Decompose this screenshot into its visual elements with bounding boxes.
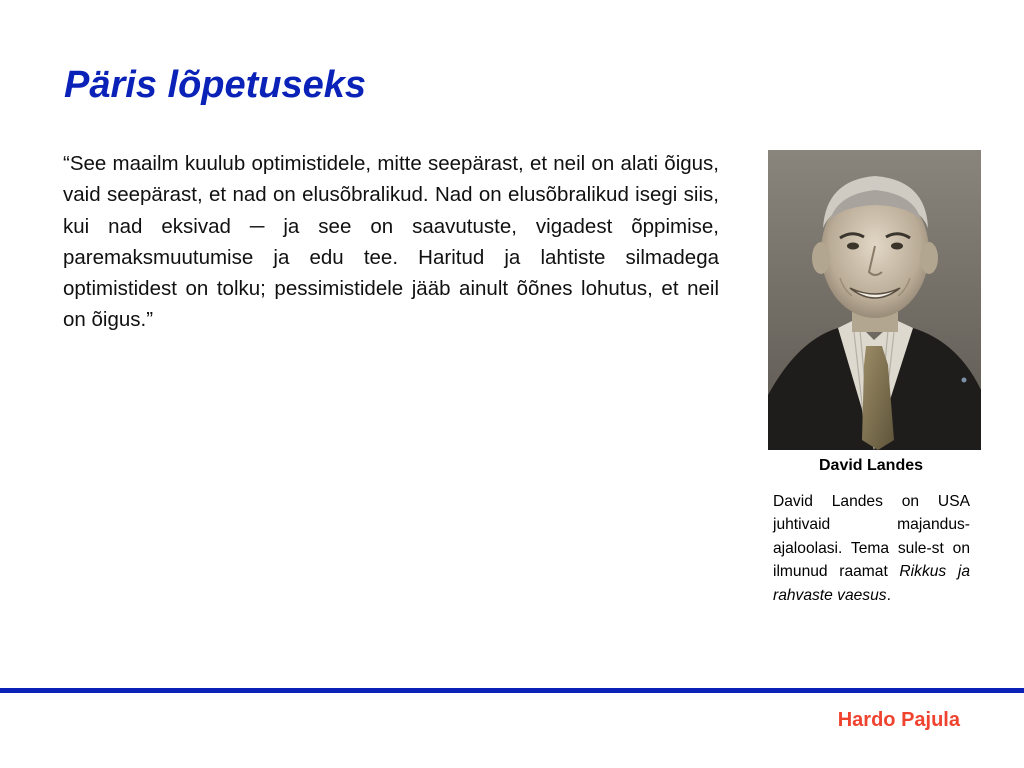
book-title: Rikkus ja rahvaste vaesus — [773, 563, 970, 604]
footer-author: Hardo Pajula — [837, 709, 960, 731]
quote-text: “See maailm kuulub optimistidele, mitte seepärast, et neil on alati õigus, vaid seepärast, et nad on elusõbralikud. Nad on elusõbralikud isegi siis, kui nad eksivad ─ ja see on saavutuste, vigadest õppimise, paremaksmuutumise ja edu tee. Haritud ja lahtiste silmadega optimistidest on tolku; pessimistidele jääb ainult õõnes lohutus, et neil on õigus.” — [63, 152, 719, 332]
caption-body: David Landes on USA juhtivaid majandus-ajaloolasi. Tema sule-st on ilmunud raamat — [773, 493, 970, 581]
caption-end: . — [886, 586, 891, 604]
photo-caption-name: David Landes — [818, 457, 924, 474]
photo-caption-text — [773, 490, 970, 607]
footer-divider — [0, 688, 1024, 693]
portrait-photo — [768, 150, 981, 450]
slide-title: Päris lõpetuseks — [64, 64, 367, 106]
